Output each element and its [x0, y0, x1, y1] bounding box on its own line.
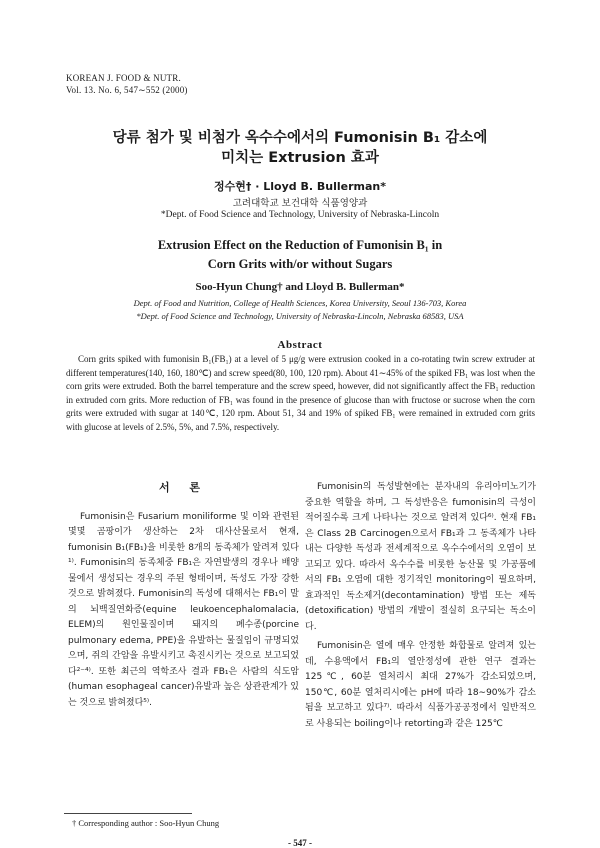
korean-title-line1: 당류 첨가 및 비첨가 옥수수에서의 Fumonisin B₁ 감소에 — [112, 130, 488, 146]
corresponding-author-footnote: † Corresponding author : Soo-Hyun Chung — [72, 818, 220, 828]
english-title-line1: Extrusion Effect on the Reduction of Fumonisin B₁ in — [157, 238, 443, 252]
right-column — [305, 480, 536, 732]
page-number: - 547 - — [288, 838, 312, 848]
abstract-text: Corn grits spiked with fumonisin B₁(FB₁) at a level of 5 μg/g were extrusion cooked in a co-rotating twin screw extruder at different temperatures(140, 160, 180℃) and screw speed(80, 100, 120 rpm). About 41∼45% of the spiked FB₁ was lost when the corn grits were extruded. Both the barrel temperature and the screw speed, however, did not significantly affect the FB₁ reduction in extruded corn grits. More reduction of FB₁ was found in the presence of glucose than with fructose or sucrose when the corn grits were extruded with sugar at 140℃, 120 rpm. About 51, 34 and 19% of spiked FB₁ were remained in extruded corn grits with glucose at levels of 2.5%, 5%, and 7.5%, respectively. — [66, 354, 535, 432]
english-affiliation-1: Dept. of Food and Nutrition, College of Health Sciences, Korea University, Seoul 136-703, Korea — [133, 298, 467, 308]
english-title-line2: Corn Grits with/or without Sugars — [207, 257, 393, 271]
korean-affiliation-secondary: *Dept. of Food Science and Technology, University of Nebraska-Lincoln — [160, 210, 440, 220]
english-affiliation-2: *Dept. of Food Science and Technology, University of Nebraska-Lincoln, Nebraska 68583, USA — [136, 311, 464, 321]
abstract-heading: Abstract — [277, 339, 323, 351]
section-heading-introduction: 서 론 — [158, 481, 209, 494]
korean-title-line2: 미치는 Extrusion 효과 — [221, 150, 379, 166]
journal-volume: Vol. 13. No. 6, 547∼552 (2000) — [66, 85, 188, 95]
journal-header — [66, 72, 188, 96]
korean-authors: 정수현† · Lloyd B. Bullerman* — [214, 180, 386, 193]
footnote-divider — [64, 813, 192, 814]
left-column — [68, 468, 299, 711]
intro-paragraph-2: Fumonisin의 독성발현에는 분자내의 유리아미노기가 중요한 역할을 하며, 그 독성반응은 fumonisin의 극성이 적어질수록 크게 나타나는 것으로 알려져 있다⁶⁾. 현재 FB₁은 Class 2B Carcinogen으로서 FB₁과 그 동족체가 나타내는 다양한 독성과 전세계적으로 옥수수에서의 오염이 보고되고 있다. 따라서 옥수수를 비롯한 농산물 및 가공품에서의 FB₁ 오염에 대한 정기적인 monitoring이 필요하며, 효과적인 독소제거(decontamination) 방법 또는 제독(detoxification) 방법의 개발이 절실히 요구되는 독소이다. — [305, 482, 536, 632]
intro-paragraph-1: Fumonisin은 Fusarium moniliforme 및 이와 관련된 몇몇 곰팡이가 생산하는 2차 대사산물로서 현재, fumonisin B₁(FB₁)을 비롯한 8개의 동족체가 알려져 있다¹⁾. Fumonisin의 동족체중 FB₁은 자연발생의 경우나 배양물에서 생성되는 경우의 주된 형태이며, 독성도 가장 강한 것으로 밝혀졌다. Fumonisin의 독성에 대해서는 FB₁이 말의 뇌백질연화증(equine leukoencephalomalacia, ELEM)의 원인물질이며 돼지의 폐수종(porcine pulmonary edema, PPE)을 유발하는 물질임이 규명되었으며, 쥐의 간암을 유발시키고 촉진시키는 것으로 보고되었다²⁻⁴⁾. 또한 최근의 역학조사 결과 FB₁은 사람의 식도암(human esophageal cancer)유발과 높은 상관관계가 있는 것으로 밝혀졌다⁵⁾. — [68, 511, 299, 708]
korean-affiliation: 고려대학교 보건대학 식품영양과 — [232, 198, 368, 209]
english-authors: Soo-Hyun Chung† and Lloyd B. Bullerman* — [195, 281, 405, 293]
journal-name: KOREAN J. FOOD & NUTR. — [66, 73, 181, 83]
intro-paragraph-3: Fumonisin은 열에 매우 안정한 화합물로 알려져 있는데, 수용액에서 FB₁의 열안정성에 관한 연구 결과는 125℃, 60분 열처리시 최대 27%가 감소되었으며, 150℃, 60분 열처리시에는 pH에 따라 18∼90%가 감소됨을 보고하고 있다⁷⁾. 따라서 식품가공공정에서 일반적으로 사용되는 boiling이나 retorting과 같은 125℃ — [305, 641, 536, 729]
